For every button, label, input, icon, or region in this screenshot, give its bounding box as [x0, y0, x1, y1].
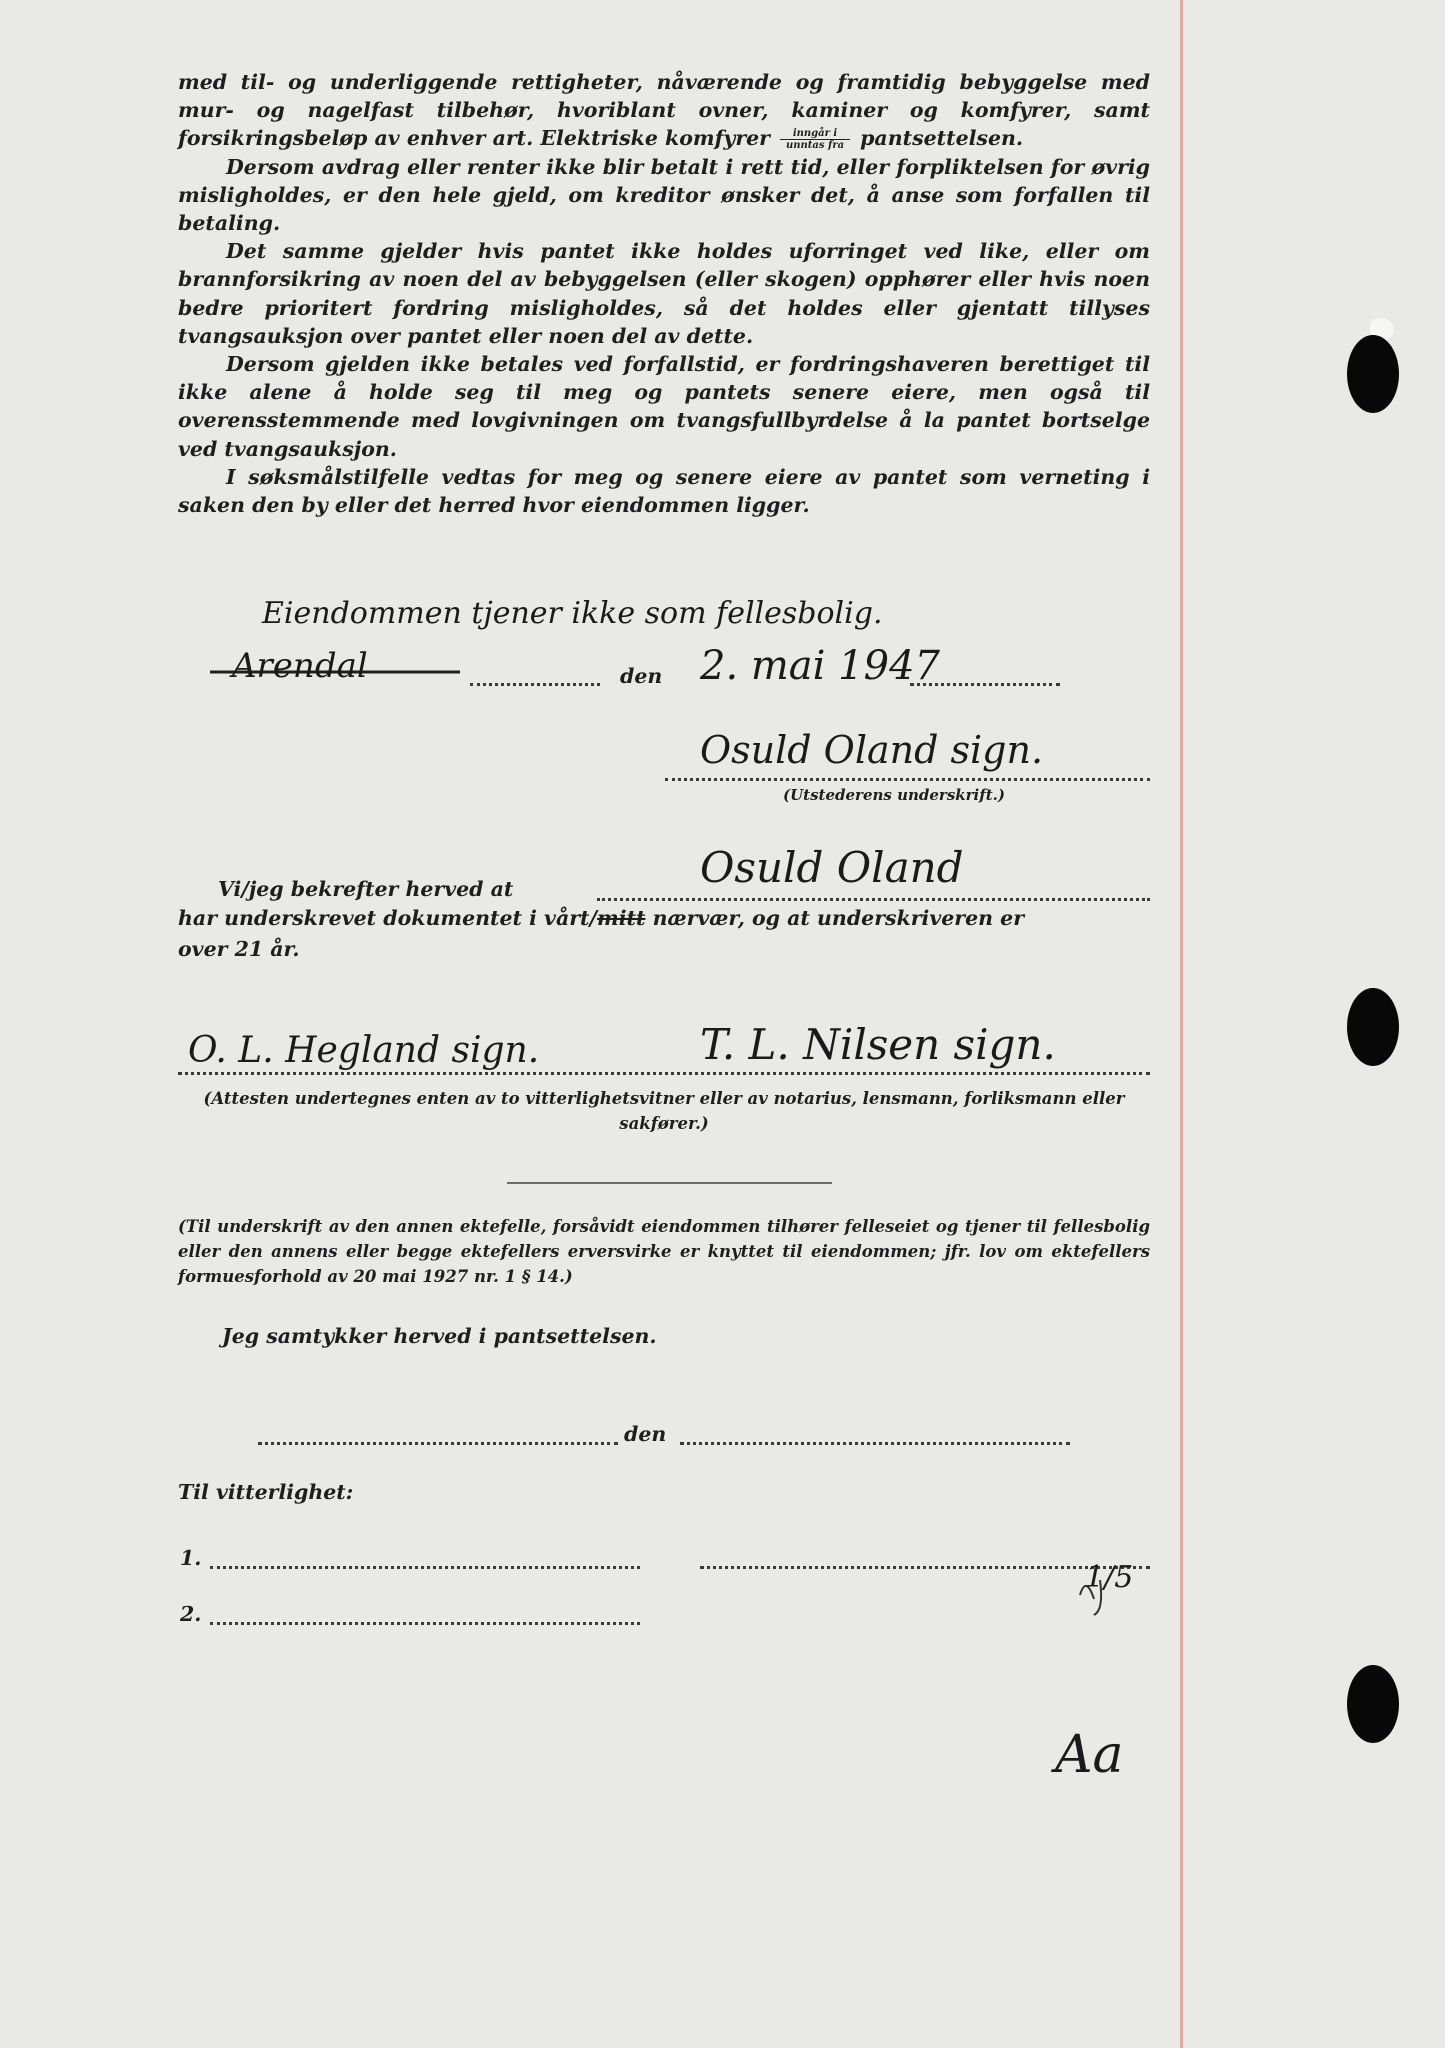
witness-2-signature: T. L. Nilsen sign. [700, 1020, 1056, 1069]
place-handwritten: Arendal [232, 646, 368, 686]
witness-heading: Til vitterlighet: [178, 1480, 354, 1504]
spouse-note: (Til underskrift av den annen ektefelle, forsåvidt eiendommen tilhører felleseiet og tjener til fellesbolig eller den annens eller begge ektefellers erversvirke er knyttet til eiendommen; jfr. lov om ektefellers formuesforhold av 20 mai 1927 nr. 1 § 14.) [178, 1217, 1150, 1286]
witness-1-line [210, 1566, 640, 1569]
issuer-signature: Osuld Oland sign. [700, 728, 1044, 772]
date-dotted-line [910, 683, 1060, 686]
margin-fraction-mark: 1/5 [1085, 1560, 1134, 1595]
confirmation-lead: Vi/jeg bekrefter herved at [218, 877, 514, 901]
fraction-bottom: unntas fra [786, 140, 845, 152]
fraction-top: inngår i [780, 128, 850, 140]
confirmation-dotted-line [597, 898, 1150, 901]
confirmation-line-3: over 21 år. [178, 937, 300, 961]
witness-number-1: 1. [180, 1546, 202, 1570]
issuer-signature-line [665, 778, 1150, 781]
consent-date-line [680, 1442, 1070, 1445]
struck-word: mitt [597, 906, 646, 930]
consent-statement: Jeg samtykker herved i pantsettelsen. [222, 1324, 657, 1348]
paragraph-venue: I søksmålstilfelle vedtas for meg og senere eiere av pantet som verneting i saken den by eller det herred hvor eiendommen ligger. [178, 464, 1150, 518]
paragraph-1-text: med til- og underliggende rettigheter, nåværende og framtidig bebyggelse med mur- og nagelfast tilbehør, hvoriblant ovner, kaminer og komfyrer, samt forsikringsbeløp av enhver art. Elektriske komfyrer [178, 70, 1150, 151]
handwritten-residence-note: Eiendommen tjener ikke som fellesbolig. [262, 596, 883, 631]
place-dotted-line [470, 683, 600, 686]
confirmation-line-2b: nærvær, og at underskriveren er [652, 906, 1025, 930]
paragraph-forced-sale: Dersom gjelden ikke betales ved forfallstid, er fordringshaveren berettiget til ikke alene å holde seg til meg og pantets senere eiere, men også til overensstemmende med lovgivningen om tvangsfullbyrdelse å la pantet bortselge ved tvangsauksjon. [178, 352, 1150, 461]
margin-initials: Aa [1055, 1725, 1124, 1785]
date-handwritten: 2. mai 1947 [700, 643, 940, 689]
consent-den-label: den [624, 1422, 667, 1446]
den-label: den [620, 664, 663, 688]
witness-number-2: 2. [180, 1602, 202, 1626]
paragraph-1-end: pantsettelsen. [860, 126, 1024, 151]
confirmation-signed-name: Osuld Oland [700, 843, 964, 892]
witness-signature-line [178, 1072, 1150, 1075]
paragraph-default: Dersom avdrag eller renter ikke blir betalt i rett tid, eller forpliktelsen for øvrig misligholdes, er den hele gjeld, om kreditor ønsker det, å anse som forfallen til betaling. [178, 154, 1150, 236]
confirmation-line-2a: har underskrevet dokumentet i vårt/ [178, 906, 598, 930]
paragraph-maintenance: Det samme gjelder hvis pantet ikke holdes uforringet ved like, eller om brannforsikring av noen del av bebyggelsen (eller skogen) opphører eller hvis noen bedre prioritert fordring misligholdes, så det holdes eller gjentatt tillyses tvangsauksjon over pantet eller noen del av dette. [178, 239, 1150, 348]
witness-1-signature: O. L. Hegland sign. [188, 1030, 540, 1071]
witness-2-line [210, 1622, 640, 1625]
witness-1-line-right [700, 1566, 1150, 1569]
confirmation-line-2 [178, 906, 1024, 930]
issuer-signature-caption: (Utstederens underskrift.) [783, 786, 1005, 804]
consent-place-line [258, 1442, 618, 1445]
attestation-note: (Attesten undertegnes enten av to vitterlighetsvitner eller av notarius, lensmann, forliksmann eller sakfører.) [203, 1089, 1125, 1133]
section-divider [507, 1182, 832, 1184]
